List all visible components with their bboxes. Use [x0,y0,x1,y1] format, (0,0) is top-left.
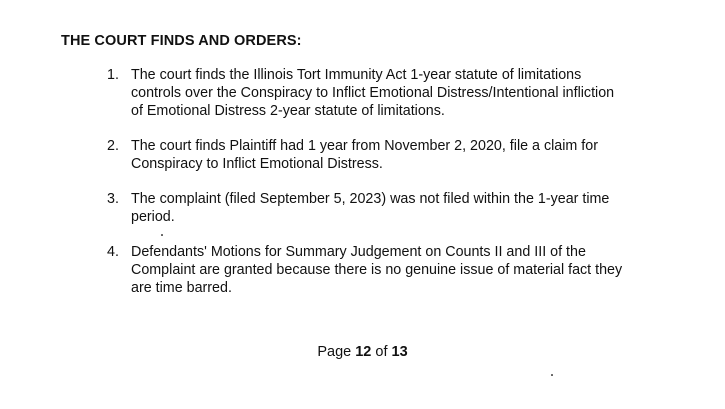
order-number: 3. [107,191,119,207]
order-text-line: Conspiracy to Inflict Emotional Distress. [131,156,383,172]
order-number: 4. [107,244,119,260]
order-text-line: Complaint are granted because there is no genuine issue of material fact they [131,262,623,278]
order-text [131,137,706,173]
order-text [131,190,706,226]
order-text-line: The court finds the Illinois Tort Immunity Act 1-year statute of limitations [131,67,582,83]
order-text-line: period. [131,209,175,225]
page-label: Page [317,344,356,360]
page-separator: of [371,344,392,360]
order-number: 2. [107,138,119,154]
order-heading: THE COURT FINDS AND ORDERS: [61,33,302,49]
scan-speck [161,234,163,236]
order-text-line: The court finds Plaintiff had 1 year from November 2, 2020, file a claim for [131,138,598,154]
order-text [131,243,706,297]
order-text-line: of Emotional Distress 2-year statute of limitations. [131,103,445,119]
total-pages-number: 13 [391,344,408,360]
page-number-footer [0,343,725,361]
order-text [131,66,706,120]
order-text-line: The complaint (filed September 5, 2023) was not filed within the 1-year time [131,191,610,207]
order-number: 1. [107,67,119,83]
order-text-line: Defendants' Motions for Summary Judgement on Counts II and III of the [131,244,586,260]
current-page-number: 12 [355,344,372,360]
order-text-line: are time barred. [131,280,232,296]
order-text-line: controls over the Conspiracy to Inflict Emotional Distress/Intentional infliction [131,85,615,101]
scan-speck [551,374,553,376]
